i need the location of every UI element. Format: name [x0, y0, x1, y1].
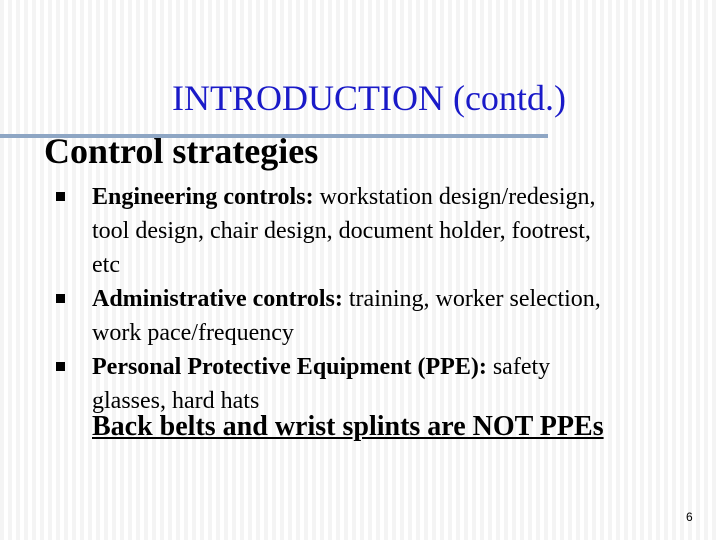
slide-subtitle: Control strategies [44, 131, 319, 171]
bullet-term: Personal Protective Equipment (PPE): [92, 354, 487, 380]
square-bullet-icon [56, 192, 65, 201]
bullet-description: training, worker selection, [348, 286, 601, 312]
bullet-line: glasses, hard hats [92, 388, 260, 414]
square-bullet-icon [56, 294, 65, 303]
bullet-list [56, 180, 696, 418]
bullet-description: safety [492, 354, 551, 380]
bullet-line: work pace/frequency [92, 320, 294, 346]
bullet-engineering-controls [56, 180, 696, 282]
slide-title: INTRODUCTION (contd.) [172, 78, 566, 118]
bullet-line: tool design, chair design, document holder, footrest, [92, 218, 591, 244]
bullet-line [92, 180, 696, 214]
bullet-administrative-controls [56, 282, 696, 350]
bullet-line [92, 350, 696, 384]
bullet-line [92, 282, 696, 316]
bullet-description: workstation design/redesign, [319, 184, 596, 210]
page-number: 6 [686, 510, 693, 524]
emphasis-note: Back belts and wrist splints are NOT PPEs [92, 411, 604, 442]
bullet-line: etc [92, 252, 120, 278]
bullet-term: Administrative controls: [92, 286, 343, 312]
square-bullet-icon [56, 362, 65, 371]
bullet-personal-protective-equipment [56, 350, 696, 418]
bullet-term: Engineering controls: [92, 184, 314, 210]
